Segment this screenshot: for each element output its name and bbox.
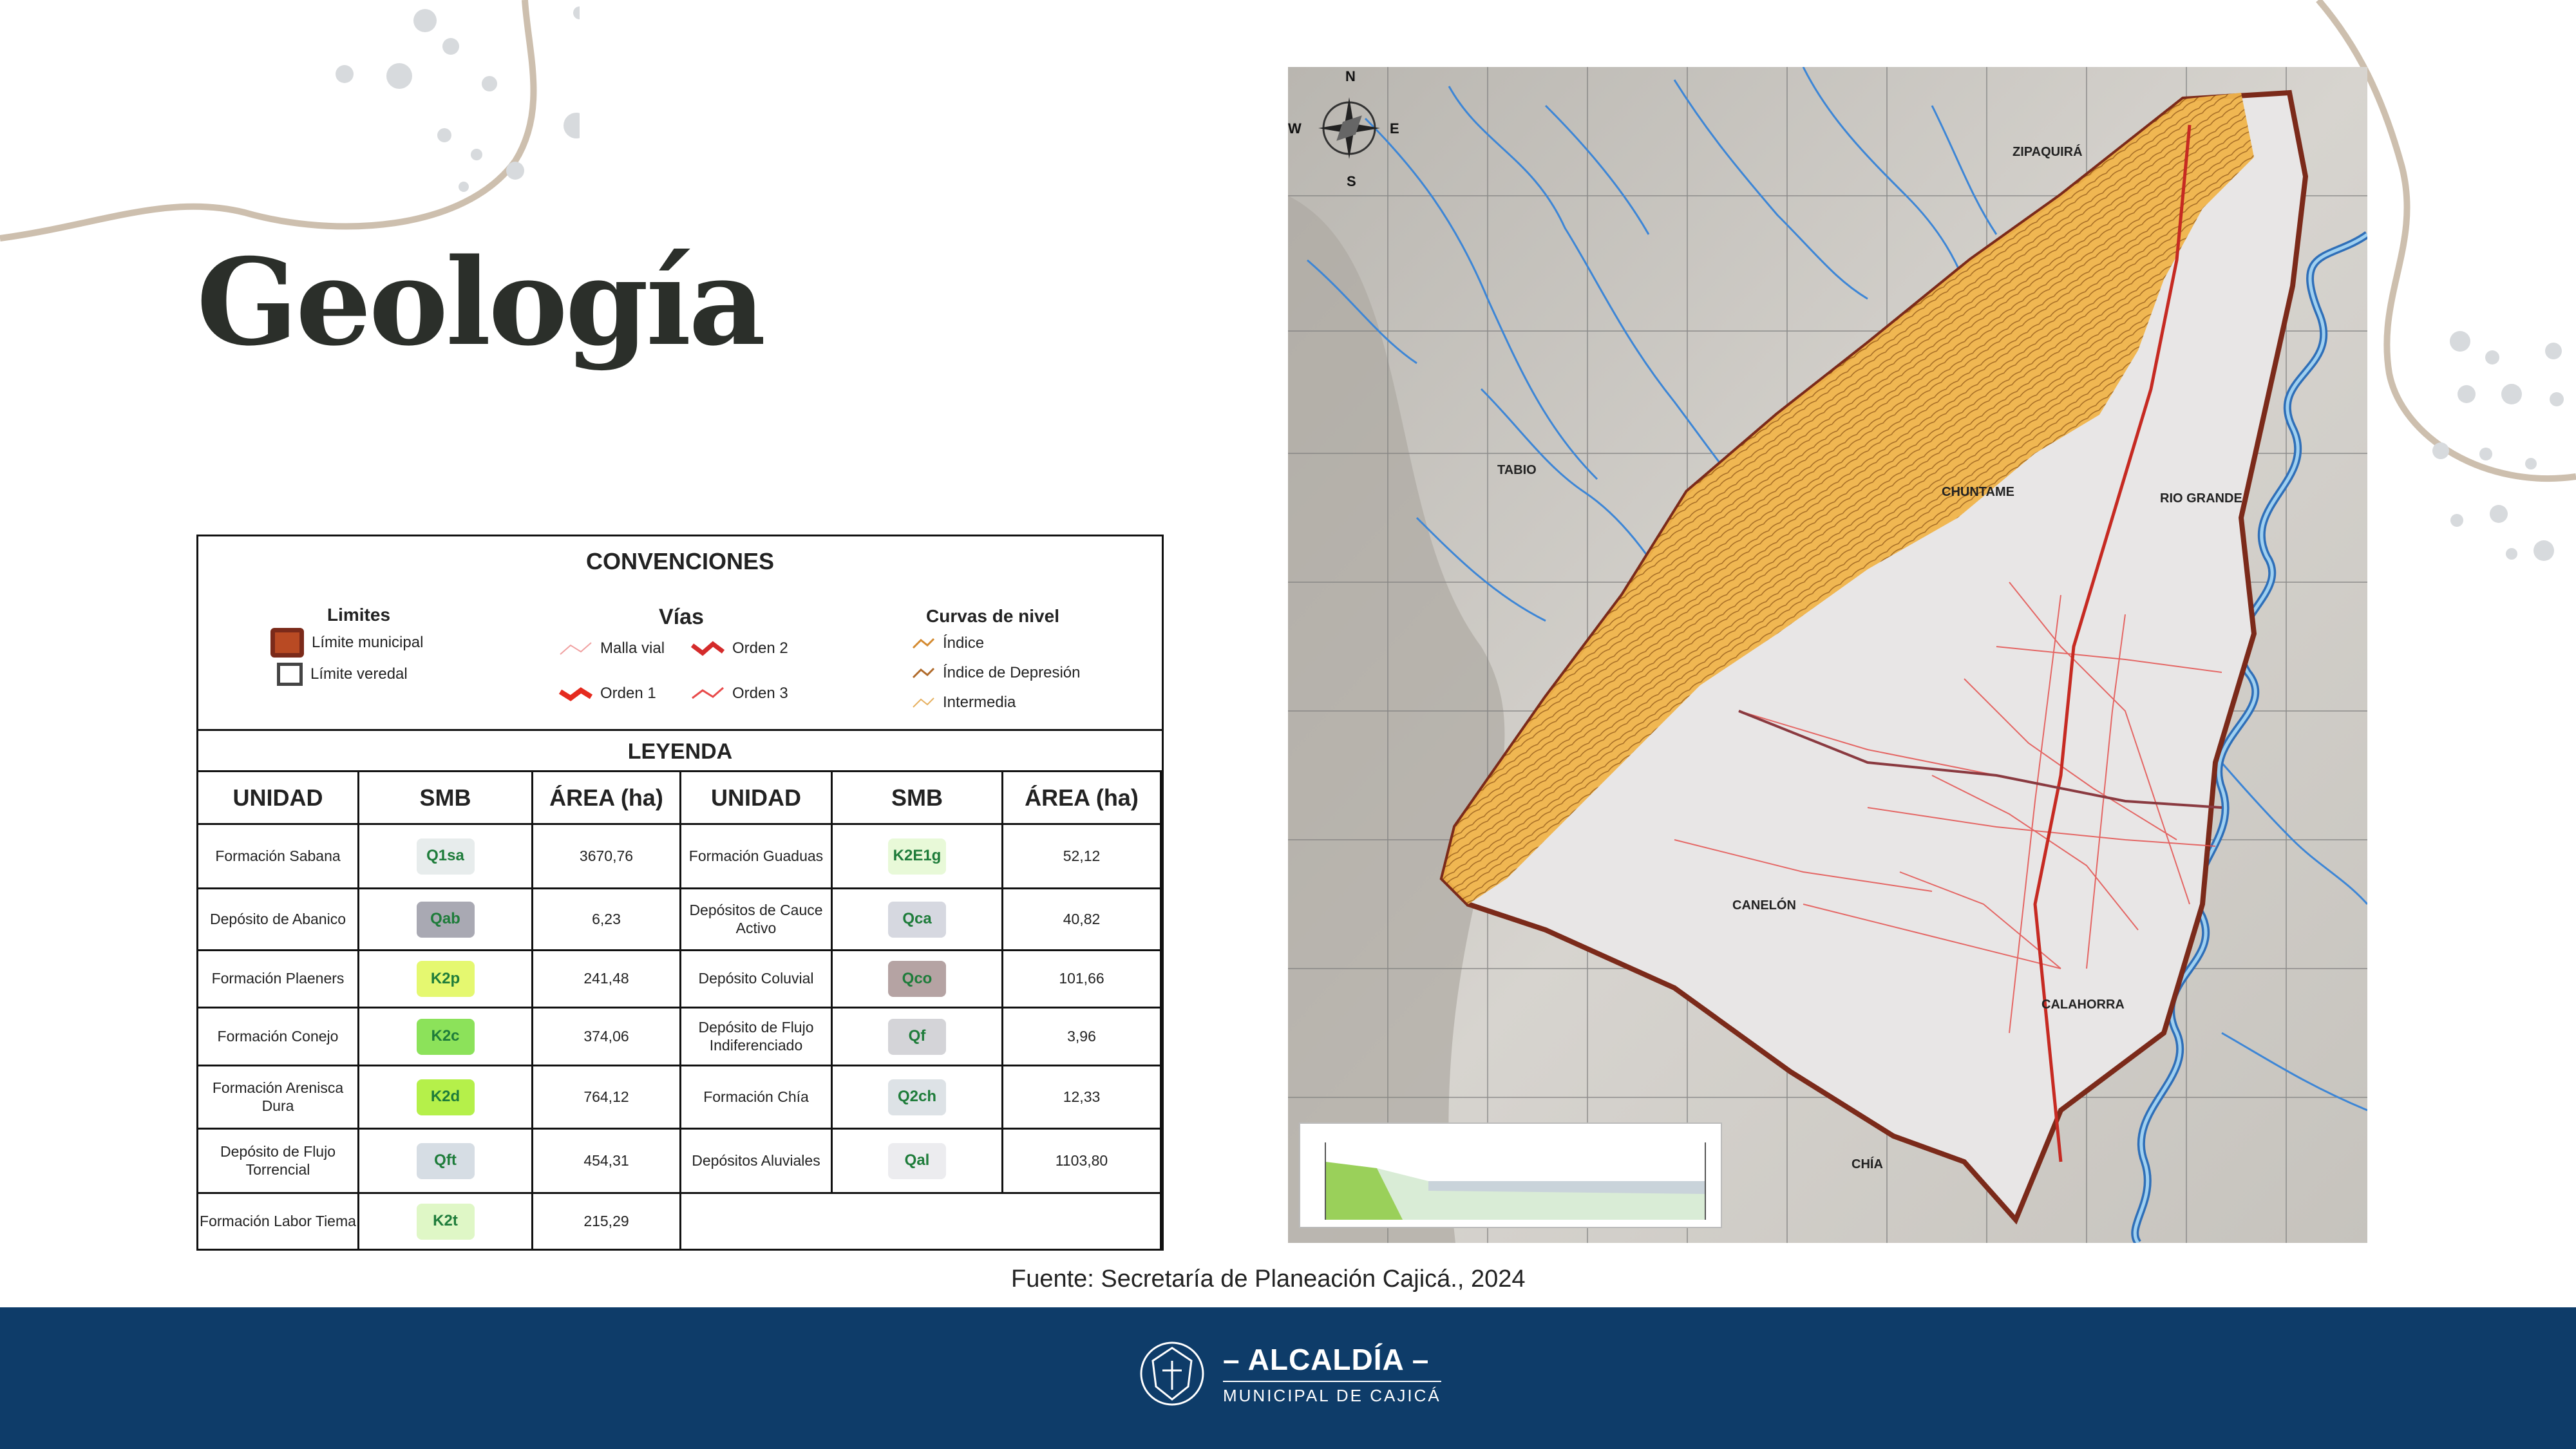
indice-symbol [912, 635, 935, 652]
curva-intermedia-item [912, 694, 1016, 712]
compass-west-label: W [1288, 120, 1302, 137]
footer-brand: – ALCALDÍA – [1223, 1342, 1430, 1376]
orden3-label: Orden 3 [732, 685, 788, 702]
legend-grid [198, 772, 1162, 1251]
legend-cell-unidad: Depósito Coluvial [681, 951, 833, 1009]
legend-cell-unidad: Formación Sabana [198, 825, 359, 889]
smb-badge: Qal [888, 1143, 946, 1179]
veredal-limit-symbol [277, 663, 303, 686]
smb-badge: K2t [417, 1204, 475, 1240]
smb-badge: Qft [417, 1143, 475, 1179]
smb-badge: K2c [417, 1019, 475, 1055]
legend-cell-unidad: Depósito de Flujo Torrencial [198, 1130, 359, 1194]
coat-of-arms-icon [1137, 1338, 1208, 1409]
conventions-section [198, 536, 1162, 731]
legend-cell-unidad: Formación Arenisca Dura [198, 1066, 359, 1130]
curva-intermedia-label: Intermedia [943, 694, 1016, 711]
depresion-symbol [912, 665, 935, 681]
legend-cell-smb [833, 889, 1003, 951]
municipal-limit-symbol [270, 628, 304, 658]
footer-logo [1137, 1338, 1441, 1409]
curva-depresion-item [912, 664, 1080, 682]
place-tabio: TABIO [1497, 463, 1537, 477]
limit-veredal-label: Límite veredal [310, 665, 408, 683]
legend-cell-area: 241,48 [533, 951, 681, 1009]
legend-table [196, 535, 1164, 1251]
orden3-symbol [691, 685, 724, 702]
legend-cell-smb [359, 1009, 533, 1066]
malla-vial-symbol [559, 640, 592, 657]
cross-section-inset [1300, 1123, 1721, 1227]
legend-cell-smb [359, 1066, 533, 1130]
legend-cell-smb [833, 825, 1003, 889]
legend-cell-smb [833, 1130, 1003, 1194]
legend-cell-unidad: Depósitos Aluviales [681, 1130, 833, 1194]
orden1-symbol [559, 685, 592, 702]
legend-cell-unidad: Depósito de Flujo Indiferenciado [681, 1009, 833, 1066]
orden2-label: Orden 2 [732, 639, 788, 657]
compass-north-label: N [1345, 68, 1356, 84]
orden2-symbol [691, 640, 724, 657]
vias-title: Vías [659, 605, 704, 629]
smb-badge: K2E1g [888, 838, 946, 875]
smb-badge: K2d [417, 1079, 475, 1115]
legend-cell-area: 3670,76 [533, 825, 681, 889]
legend-cell-area: 1103,80 [1003, 1130, 1162, 1194]
legend-cell-smb [359, 825, 533, 889]
legend-cell-smb [359, 1194, 533, 1251]
legend-cell-unidad: Formación Conejo [198, 1009, 359, 1066]
smb-badge: Qf [888, 1019, 946, 1055]
curva-depresion-label: Índice de Depresión [943, 664, 1081, 681]
source-caption: Fuente: Secretaría de Planeación Cajicá., 2024 [1011, 1265, 1526, 1293]
smb-badge: Qco [888, 961, 946, 997]
footer-sub: MUNICIPAL DE CAJICÁ [1223, 1381, 1441, 1406]
legend-header: SMB [833, 772, 1003, 825]
legend-header: UNIDAD [198, 772, 359, 825]
legend-cell-unidad: Formación Plaeners [198, 951, 359, 1009]
footer-logo-text [1223, 1342, 1441, 1406]
legend-cell-unidad: Formación Guaduas [681, 825, 833, 889]
legend-header: SMB [359, 772, 533, 825]
legend-header: UNIDAD [681, 772, 833, 825]
place-chuntame: CHUNTAME [1942, 485, 2014, 499]
legend-cell-unidad: Depósitos de Cauce Activo [681, 889, 833, 951]
legend-cell-area: 6,23 [533, 889, 681, 951]
legend-header: ÁREA (ha) [533, 772, 681, 825]
via-malla-item [559, 639, 665, 658]
via-orden2-item [691, 639, 788, 658]
conventions-title: CONVENCIONES [585, 548, 775, 574]
smb-badge: Qca [888, 902, 946, 938]
legend-cell-smb [359, 889, 533, 951]
limites-title: Limites [327, 605, 391, 625]
place-rio-grande: RIO GRANDE [2160, 491, 2242, 506]
legend-cell-area: 101,66 [1003, 951, 1162, 1009]
limit-municipal-item [270, 628, 423, 658]
legend-cell-area: 40,82 [1003, 889, 1162, 951]
intermedia-symbol [912, 694, 935, 711]
limit-veredal-item [277, 663, 408, 686]
place-canelon: CANELÓN [1732, 898, 1796, 913]
geology-map [1288, 67, 2367, 1243]
legend-cell-empty [681, 1194, 1162, 1251]
legend-cell-smb [359, 1130, 533, 1194]
legend-cell-smb [359, 951, 533, 1009]
smb-badge: Q2ch [888, 1079, 946, 1115]
curvas-title: Curvas de nivel [926, 606, 1059, 626]
curva-indice-label: Índice [943, 634, 985, 652]
legend-cell-smb [833, 1066, 1003, 1130]
smb-badge: Q1sa [417, 838, 475, 875]
legend-cell-area: 374,06 [533, 1009, 681, 1066]
legend-cell-unidad: Depósito de Abanico [198, 889, 359, 951]
via-orden3-item [691, 685, 788, 703]
legend-cell-area: 215,29 [533, 1194, 681, 1251]
via-orden1-item [559, 685, 656, 703]
legend-cell-smb [833, 1009, 1003, 1066]
legend-cell-area: 52,12 [1003, 825, 1162, 889]
legend-header: ÁREA (ha) [1003, 772, 1162, 825]
place-chia: CHÍA [1852, 1157, 1883, 1171]
footer-brand-text: ALCALDÍA [1247, 1342, 1404, 1376]
place-calahorra: CALAHORRA [2041, 998, 2125, 1012]
place-zipaquira: ZIPAQUIRÁ [2012, 145, 2083, 159]
page-title: Geología [196, 232, 764, 372]
legend-cell-unidad: Formación Chía [681, 1066, 833, 1130]
legend-cell-area: 764,12 [533, 1066, 681, 1130]
curva-indice-item [912, 634, 984, 652]
leyenda-title: LEYENDA [198, 731, 1162, 772]
smb-badge: K2p [417, 961, 475, 997]
map-canvas [1288, 67, 2367, 1243]
orden1-label: Orden 1 [600, 685, 656, 702]
decorative-curve-top-left [0, 0, 580, 258]
limit-municipal-label: Límite municipal [312, 634, 424, 651]
malla-vial-label: Malla vial [600, 639, 665, 657]
legend-cell-area: 454,31 [533, 1130, 681, 1194]
smb-badge: Qab [417, 902, 475, 938]
compass-south-label: S [1347, 173, 1356, 189]
legend-cell-unidad: Formación Labor Tiema [198, 1194, 359, 1251]
legend-cell-area: 12,33 [1003, 1066, 1162, 1130]
legend-cell-smb [833, 951, 1003, 1009]
compass-east-label: E [1390, 120, 1399, 137]
legend-cell-area: 3,96 [1003, 1009, 1162, 1066]
